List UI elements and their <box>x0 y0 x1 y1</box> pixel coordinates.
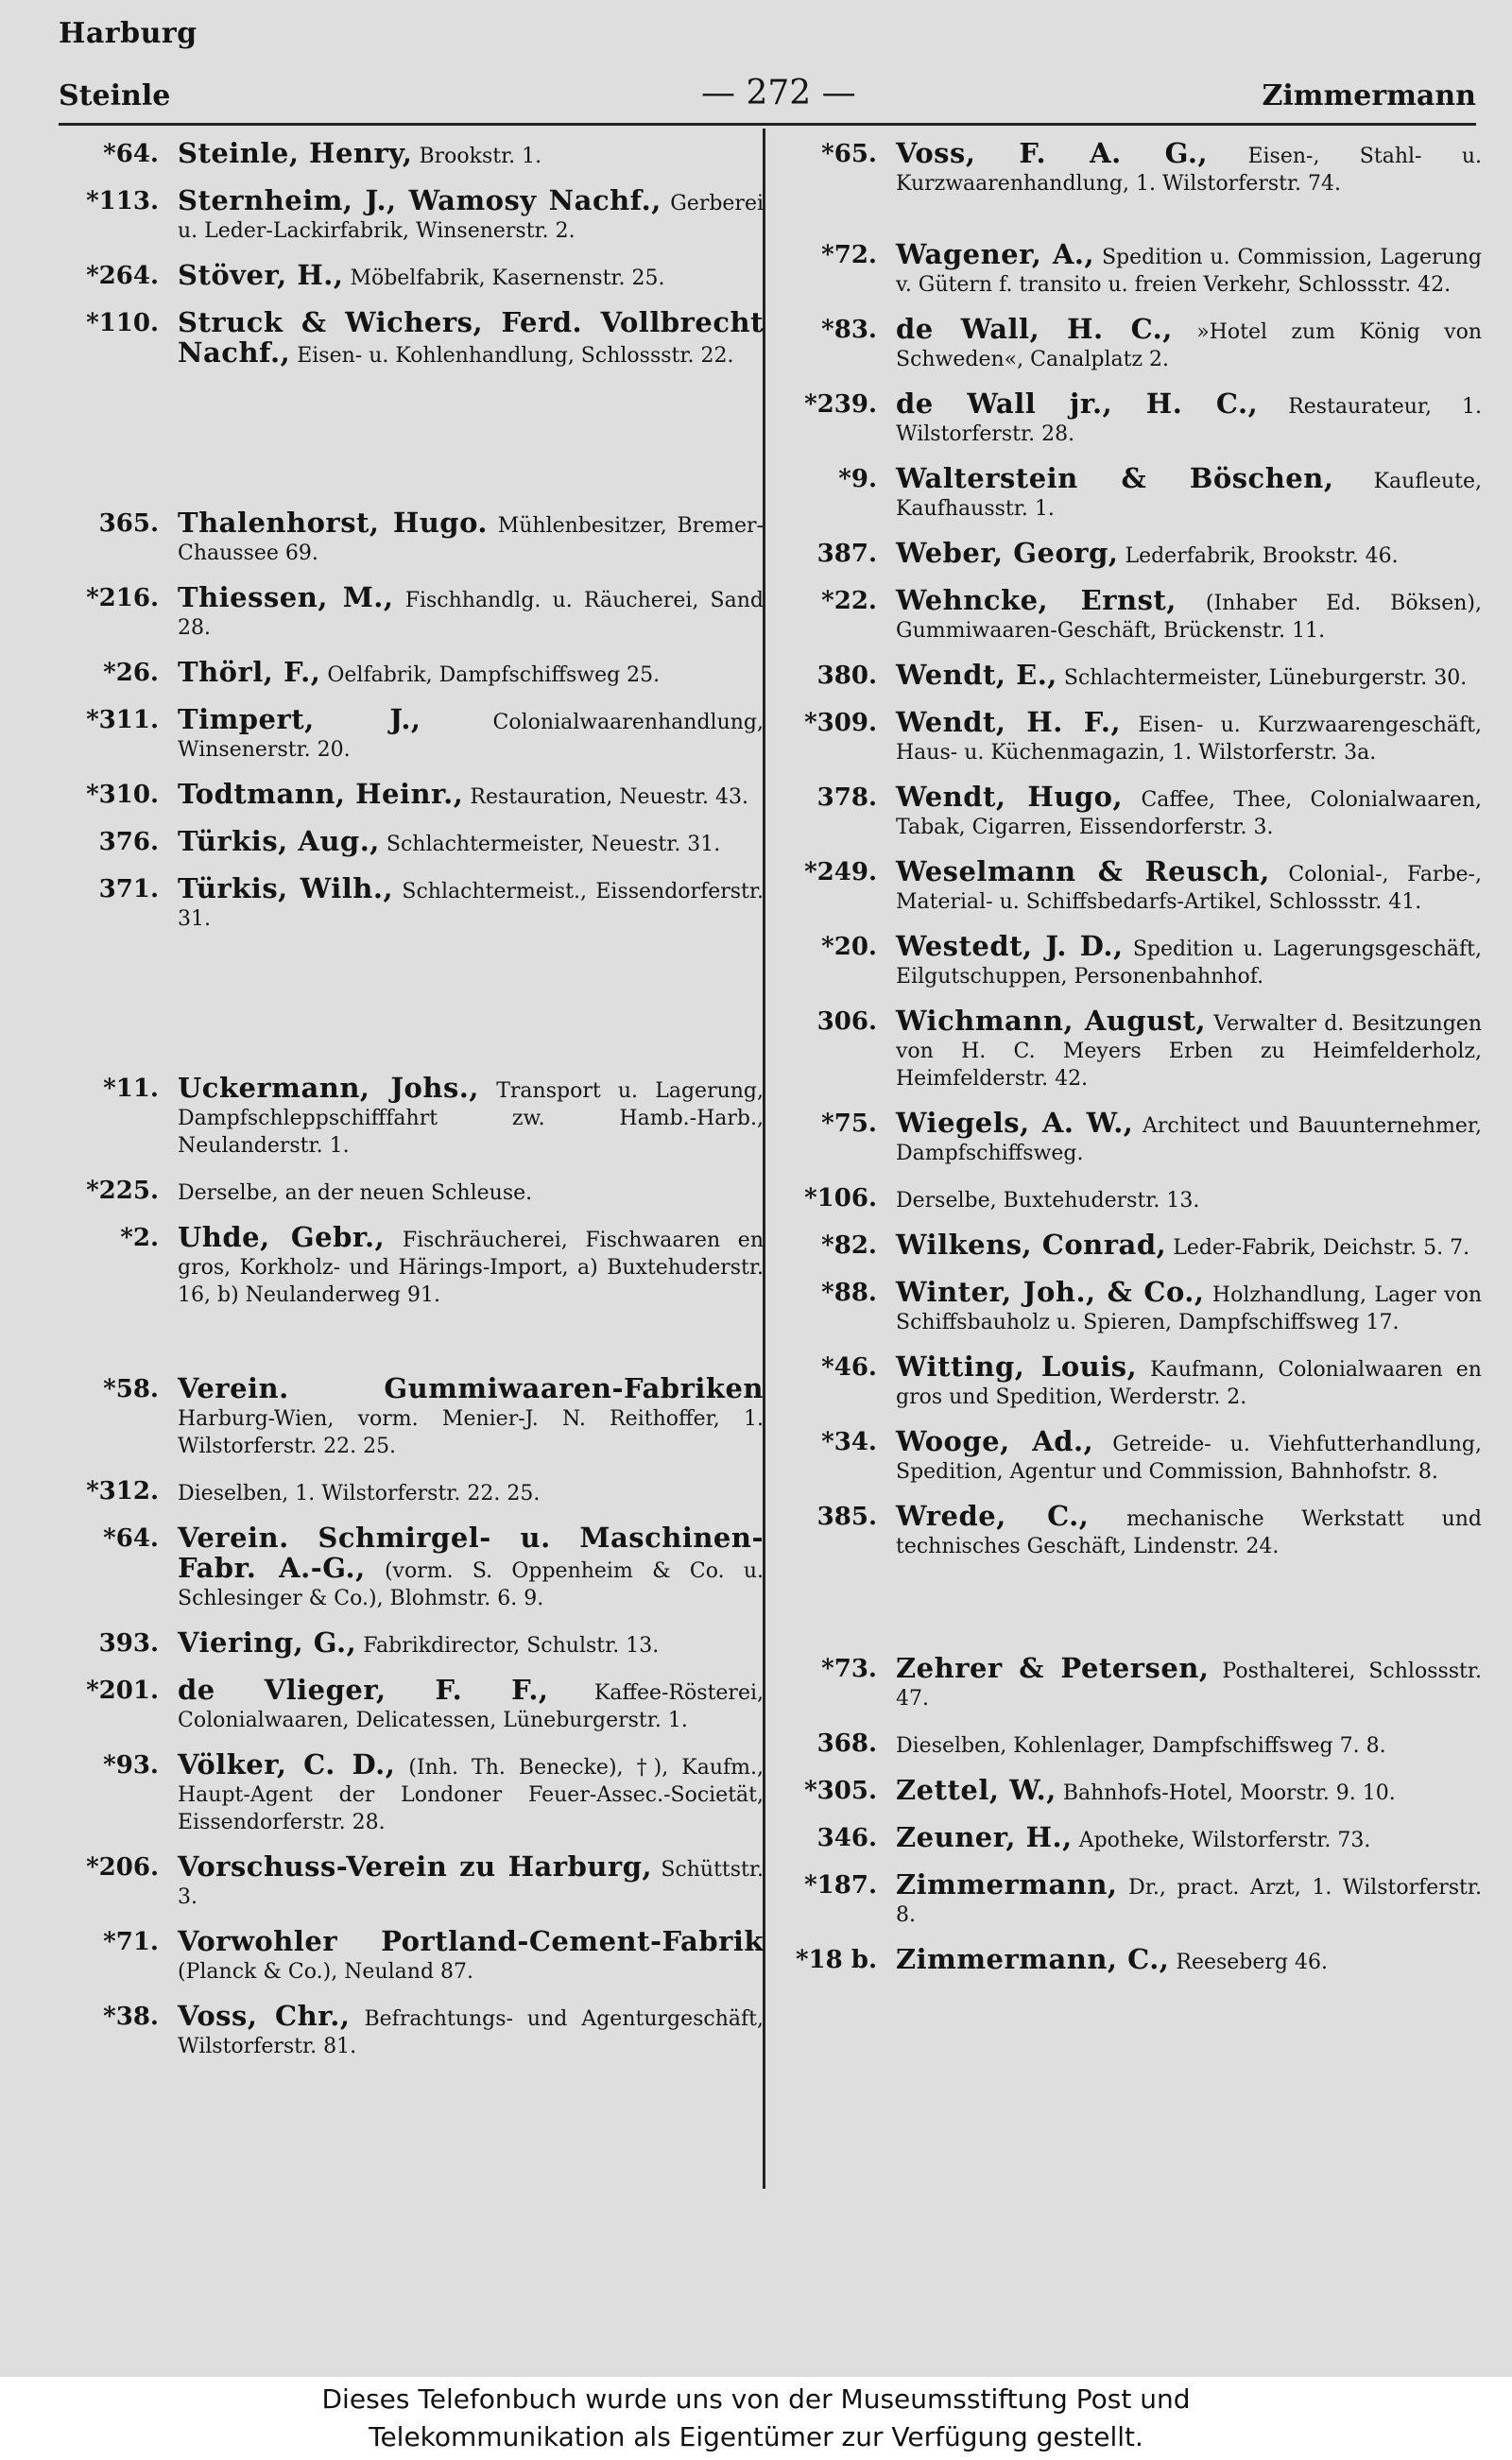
right-column <box>792 137 1483 1993</box>
entry-description: Spedition u. Commission, Lagerung v. Gütern f. transito u. freien Verkehr, Schlossstr. 42. <box>896 246 1482 297</box>
directory-entry <box>792 706 1483 766</box>
entry-name: Verein. Gummiwaaren-Fabriken <box>178 1372 764 1404</box>
phone-number: 346. <box>816 1824 877 1852</box>
phone-number: *83. <box>821 316 877 344</box>
directory-entry <box>792 1868 1482 1929</box>
directory-entry <box>792 137 1482 198</box>
entry-name: Wendt, Hugo, <box>896 781 1124 813</box>
entry-description: Lederfabrik, Brookstr. 46. <box>1125 544 1399 568</box>
entry-text <box>896 855 1482 916</box>
entry-text <box>896 1350 1482 1411</box>
phone-number: 306. <box>816 1007 877 1036</box>
entry-name: Uckermann, Johs., <box>178 1072 479 1104</box>
entry-description: Kaufleute, Kaufhausstr. 1. <box>896 470 1482 521</box>
entry-text <box>896 1868 1482 1929</box>
left-keyword: Steinle <box>59 79 171 112</box>
entry-description: Befrachtungs- und Agenturgeschäft, Wilstorferstr. 81. <box>178 2007 764 2058</box>
directory-entry <box>792 1943 1482 1976</box>
directory-entry <box>74 1177 764 1207</box>
entry-text <box>896 313 1483 373</box>
entry-name: Wichmann, August, <box>896 1005 1207 1037</box>
entry-description: Posthalterei, Schlossstr. 47. <box>896 1660 1482 1711</box>
phone-number: *309. <box>804 709 877 737</box>
entry-description: Getreide- u. Viehfutterhandlung, Spedition, Agentur und Commission, Bahnhofstr. 8. <box>896 1433 1483 1484</box>
phone-number: 368. <box>816 1729 877 1758</box>
entry-description: Reeseberg 46. <box>1176 1951 1328 1974</box>
entry-text <box>178 1177 764 1207</box>
entry-text <box>896 1425 1483 1486</box>
entry-description: Colonial-, Farbe-, Material- u. Schiffsbedarfs-Artikel, Schlossstr. 41. <box>896 863 1482 914</box>
directory-entry <box>74 1674 764 1734</box>
entry-name: Wendt, E., <box>896 659 1057 691</box>
directory-entry <box>74 778 764 811</box>
entry-description: Gerberei u. Leder-Lackirfabrik, Winsenerstr. 2. <box>178 192 765 243</box>
entry-text <box>896 783 1482 841</box>
entry-name: Verein. Schmirgel- u. Maschinen-Fabr. A.-G., <box>178 1522 764 1584</box>
entry-description: Architect und Bauunternehmer, Dampfschiffsweg. <box>896 1114 1482 1165</box>
entry-description: Transport u. Lagerung, Dampfschleppschifffahrt zw. Hamb.-Harb., Neulanderstr. 1. <box>178 1079 765 1158</box>
phone-number: *2. <box>120 1224 159 1252</box>
entry-name: Steinle, Henry, <box>178 137 413 169</box>
directory-entry <box>792 537 1482 570</box>
entry-text <box>896 584 1482 645</box>
entry-name: Witting, Louis, <box>896 1350 1138 1383</box>
directory-entry <box>792 783 1482 841</box>
entry-text <box>896 1652 1482 1712</box>
entry-description: Fabrikdirector, Schulstr. 13. <box>363 1634 660 1658</box>
entry-text <box>178 184 765 245</box>
entry-text <box>896 537 1482 570</box>
directory-entry <box>74 1850 764 1911</box>
entry-name: de Wall, H. C., <box>896 313 1173 345</box>
entry-description: (Inhaber Ed. Böksen), Gummiwaaren-Geschäft, Brückenstr. 11. <box>896 592 1482 643</box>
page-header <box>59 74 1476 121</box>
directory-entry <box>74 1477 764 1507</box>
entry-text <box>896 1276 1482 1336</box>
phone-number: 380. <box>816 662 877 690</box>
entry-name: Viering, G., <box>178 1626 357 1659</box>
entry-name: Völker, C. D., <box>178 1748 396 1780</box>
directory-entry <box>74 872 764 933</box>
entry-description: Apotheke, Wilstorferstr. 73. <box>1078 1829 1371 1852</box>
entry-text <box>178 1221 764 1309</box>
phone-number: *20. <box>821 933 877 961</box>
phone-number: *65. <box>821 140 877 168</box>
page-number: — 272 — <box>701 74 856 112</box>
entry-name: Zimmermann, <box>896 1868 1118 1901</box>
phone-number: *46. <box>821 1353 877 1382</box>
entry-name: de Wall jr., H. C., <box>896 387 1259 420</box>
phone-number: *18 b. <box>795 1946 877 1974</box>
entry-name: Winter, Joh., & Co., <box>896 1276 1205 1308</box>
entry-text <box>896 1500 1483 1560</box>
phone-number: *64. <box>103 1524 159 1553</box>
entry-description: Holzhandlung, Lager von Schiffsbauholz u. Spieren, Dampfschiffsweg 17. <box>896 1283 1482 1334</box>
entry-text <box>178 778 764 811</box>
phone-number: *11. <box>103 1075 159 1103</box>
entry-text <box>178 1072 765 1160</box>
phone-number: *9. <box>838 465 877 493</box>
entry-description: Schlachtermeister, Neuestr. 31. <box>386 833 721 856</box>
entry-text <box>178 306 764 370</box>
entry-description: Schüttstr. 3. <box>178 1858 764 1909</box>
directory-entry <box>792 1774 1482 1807</box>
entry-description: Verwalter d. Besitzungen von H. C. Meyers Erben zu Heimfelderholz, Heimfelderstr. 42. <box>896 1012 1482 1091</box>
entry-text <box>178 1748 764 1836</box>
entry-name: Thalenhorst, Hugo. <box>178 507 489 539</box>
entry-text <box>896 1007 1482 1092</box>
entry-name: Zettel, W., <box>896 1774 1057 1806</box>
phone-number: *305. <box>804 1777 877 1805</box>
entry-description: Caffee, Thee, Colonialwaaren, Tabak, Cigarren, Eissendorferstr. 3. <box>896 788 1483 839</box>
entry-description: Dieselben, 1. Wilstorferstr. 22. 25. <box>178 1482 541 1505</box>
entry-text <box>178 1925 764 1986</box>
entry-text <box>178 1477 764 1507</box>
entry-name: Wooge, Ad., <box>896 1425 1094 1457</box>
phone-number: *82. <box>821 1231 877 1260</box>
directory-entry <box>792 1231 1482 1262</box>
directory-entry <box>792 238 1482 299</box>
directory-entry <box>74 137 764 170</box>
entry-description: mechanische Werkstatt und technisches Geschäft, Lindenstr. 24. <box>896 1507 1483 1558</box>
phone-number: *249. <box>804 858 877 886</box>
footer-notice <box>0 2377 1512 2460</box>
entry-name: Zehrer & Petersen, <box>896 1652 1210 1684</box>
phone-number: *64. <box>103 140 159 168</box>
entry-description: Kaufmann, Colonialwaaren en gros und Spedition, Werderstr. 2. <box>896 1358 1482 1409</box>
phone-number: *239. <box>804 390 877 419</box>
entry-text <box>178 137 764 170</box>
entry-text <box>896 706 1483 766</box>
entry-text <box>896 1729 1482 1760</box>
entry-text <box>896 137 1482 198</box>
entry-description: (Planck & Co.), Neuland 87. <box>178 1960 474 1984</box>
footer-line-1: Dieses Telefonbuch wurde uns von der Museumsstiftung Post und <box>321 2383 1191 2415</box>
directory-entry <box>792 659 1482 692</box>
phone-number: 387. <box>816 540 877 568</box>
entry-name: Zimmermann, C., <box>896 1943 1170 1975</box>
entry-name: Vorwohler Portland-Cement-Fabrik <box>178 1925 764 1957</box>
directory-entry <box>792 584 1482 645</box>
entry-name: Wiegels, A. W., <box>896 1107 1134 1139</box>
entry-description: Schlachtermeist., Eissendorferstr. 31. <box>178 880 764 931</box>
phone-number: *73. <box>821 1655 877 1683</box>
right-keyword: Zimmermann <box>1262 79 1476 112</box>
entry-name: Weber, Georg, <box>896 537 1119 569</box>
entry-name: Wilkens, Conrad, <box>896 1229 1167 1261</box>
directory-entry <box>792 1184 1482 1214</box>
entry-description: Derselbe, Buxtehuderstr. 13. <box>896 1189 1200 1213</box>
directory-entry <box>792 1007 1482 1092</box>
phone-number: *34. <box>821 1428 877 1456</box>
phone-number: *310. <box>86 781 159 809</box>
phone-number: *264. <box>86 262 159 290</box>
phone-number: *71. <box>103 1928 159 1956</box>
entry-name: Stöver, H., <box>178 259 344 291</box>
entry-description: Derselbe, an der neuen Schleuse. <box>178 1181 533 1205</box>
directory-entry <box>792 1425 1483 1486</box>
directory-entry <box>792 1276 1482 1336</box>
phone-number: *75. <box>821 1110 877 1138</box>
phone-number: *38. <box>103 2003 159 2031</box>
entry-text <box>896 659 1482 692</box>
phone-number: *311. <box>86 706 159 734</box>
entry-text <box>896 1774 1482 1807</box>
entry-text <box>178 656 764 689</box>
phone-number: *216. <box>86 584 159 612</box>
entry-description: Harburg-Wien, vorm. Menier-J. N. Reithoffer, 1. Wilstorferstr. 22. 25. <box>178 1407 764 1458</box>
directory-entry <box>74 1524 764 1612</box>
entry-description: Leder-Fabrik, Deichstr. 5. 7. <box>1173 1236 1470 1260</box>
phone-number: *72. <box>821 241 877 269</box>
entry-text <box>178 1850 764 1911</box>
directory-entry <box>792 1500 1483 1560</box>
phone-number: *26. <box>103 659 159 687</box>
entry-description: Brookstr. 1. <box>419 145 542 168</box>
directory-entry <box>792 462 1482 523</box>
phone-number: 376. <box>98 828 159 856</box>
entry-description: Restaurateur, 1. Wilstorferstr. 28. <box>896 395 1482 446</box>
entry-description: Schlachtermeister, Lüneburgerstr. 30. <box>1063 666 1468 690</box>
phone-number: 365. <box>98 509 159 538</box>
phone-number: *312. <box>86 1477 159 1505</box>
entry-description: Kaffee-Rösterei, Colonialwaaren, Delicatessen, Lüneburgerstr. 1. <box>178 1681 764 1732</box>
entry-description: Fischräucherei, Fischwaaren en gros, Korkholz- und Härings-Import, a) Buxtehuderstr. 16, b) Neulanderweg 91. <box>178 1229 764 1307</box>
entry-name: Struck & Wichers, Ferd. Vollbrecht Nachf., <box>178 306 764 369</box>
entry-name: Sternheim, J., Wamosy Nachf., <box>178 184 662 216</box>
phone-number: *113. <box>86 187 159 215</box>
directory-entry <box>74 1072 765 1160</box>
phone-number: *206. <box>86 1853 159 1882</box>
directory-entry <box>792 313 1483 373</box>
entry-text <box>178 1674 764 1734</box>
phone-number: *58. <box>103 1375 159 1403</box>
entry-name: Türkis, Wilh., <box>178 872 394 904</box>
directory-entry <box>792 1107 1482 1167</box>
entry-name: Thörl, F., <box>178 656 321 688</box>
entry-text <box>896 387 1482 448</box>
entry-description: Colonialwaarenhandlung, Winsenerstr. 20. <box>178 711 764 762</box>
directory-entry <box>74 2000 764 2060</box>
entry-name: Voss, Chr., <box>178 2000 351 2032</box>
directory-entry <box>74 306 764 370</box>
entry-name: Türkis, Aug., <box>178 825 380 857</box>
entry-description: (vorm. S. Oppenheim & Co. u. Schlesinger & Co.), Blohmstr. 6. 9. <box>178 1559 765 1610</box>
entry-text <box>896 1184 1482 1214</box>
directory-entry <box>74 1221 764 1309</box>
phone-number: *88. <box>821 1279 877 1307</box>
phone-number: *22. <box>821 587 877 615</box>
entry-description: Dieselben, Kohlenlager, Dampfschiffsweg 7. 8. <box>896 1734 1386 1758</box>
phone-number: 378. <box>816 783 877 812</box>
entry-description: Eisen- u. Kurzwaarengeschäft, Haus- u. Küchenmagazin, 1. Wilstorferstr. 3a. <box>896 714 1483 765</box>
entry-text <box>178 259 764 292</box>
entry-text <box>896 238 1482 299</box>
entry-name: Thiessen, M., <box>178 581 394 613</box>
entry-description: Eisen- u. Kohlenhandlung, Schlossstr. 22. <box>297 344 734 368</box>
entry-description: (Inh. Th. Benecke), †), Kaufm., Haupt-Agent der Londoner Feuer-Assec.-Societät, Eissendorferstr. 28. <box>178 1756 764 1834</box>
entry-text <box>178 2000 764 2060</box>
entry-name: Vorschuss-Verein zu Harburg, <box>178 1850 653 1883</box>
entry-description: Dr., pract. Arzt, 1. Wilstorferstr. 8. <box>896 1876 1482 1927</box>
phone-number: 371. <box>98 875 159 903</box>
entry-name: Todtmann, Heinr., <box>178 778 464 810</box>
directory-entry <box>792 855 1482 916</box>
phone-number: 385. <box>816 1503 877 1531</box>
entry-name: Voss, F. A. G., <box>896 137 1209 169</box>
phone-number: *201. <box>86 1677 159 1705</box>
directory-entry <box>74 259 764 292</box>
directory-entry <box>792 1652 1482 1712</box>
entry-description: »Hotel zum König von Schweden«, Canalplatz 2. <box>896 320 1483 371</box>
phone-number: 393. <box>98 1629 159 1658</box>
entry-text <box>178 509 764 567</box>
directory-entry <box>74 509 764 567</box>
entry-name: de Vlieger, F. F., <box>178 1674 549 1706</box>
entry-name: Zeuner, H., <box>896 1821 1073 1853</box>
entry-name: Westedt, J. D., <box>896 930 1124 962</box>
entry-description: Möbelfabrik, Kasernenstr. 25. <box>350 267 665 290</box>
entry-text <box>896 1943 1482 1976</box>
directory-entry <box>74 703 764 764</box>
entry-name: Walterstein & Böschen, <box>896 462 1334 494</box>
entry-description: Oelfabrik, Dampfschiffsweg 25. <box>327 663 661 687</box>
left-column <box>74 137 765 2077</box>
entry-text <box>178 1372 764 1460</box>
entry-name: Wendt, H. F., <box>896 706 1122 738</box>
directory-entry <box>74 1626 764 1660</box>
phone-number: *187. <box>804 1871 877 1900</box>
entry-description: Mühlenbesitzer, Bremer-Chaussee 69. <box>178 514 764 565</box>
entry-text <box>896 1231 1482 1262</box>
directory-entry <box>74 1372 764 1460</box>
entry-text <box>178 581 764 642</box>
entry-text <box>896 462 1482 523</box>
entry-text <box>178 1626 764 1660</box>
directory-entry <box>74 825 764 858</box>
entry-text <box>896 1821 1482 1854</box>
phone-number: *106. <box>804 1184 877 1213</box>
entry-name: Weselmann & Reusch, <box>896 855 1270 887</box>
directory-entry <box>74 656 764 689</box>
entry-description: Restauration, Neuestr. 43. <box>470 785 748 809</box>
entry-description: Eisen-, Stahl- u. Kurzwaarenhandlung, 1. Wilstorferstr. 74. <box>896 145 1482 196</box>
directory-entry <box>74 184 765 245</box>
entry-name: Wagener, A., <box>896 238 1095 270</box>
phone-number: *110. <box>86 309 159 337</box>
entry-text <box>178 825 764 858</box>
directory-entry <box>792 1821 1482 1854</box>
footer-line-2: Telekommunikation als Eigentümer zur Verfügung gestellt. <box>369 2421 1143 2452</box>
page-place-heading: Harburg <box>59 17 198 50</box>
entry-name: Uhde, Gebr., <box>178 1221 386 1253</box>
header-rule <box>59 123 1476 126</box>
directory-entry <box>792 930 1483 990</box>
entry-text <box>178 1524 764 1612</box>
entry-text <box>178 872 764 933</box>
directory-entry <box>792 1350 1482 1411</box>
entry-text <box>896 1107 1482 1167</box>
directory-entry <box>74 1925 764 1986</box>
entry-description: Spedition u. Lagerungsgeschäft, Eilgutschuppen, Personenbahnhof. <box>896 938 1483 989</box>
entry-description: Fischhandlg. u. Räucherei, Sand 28. <box>178 589 764 640</box>
directory-entry <box>792 1729 1482 1760</box>
entry-text <box>178 703 764 764</box>
phone-number: *225. <box>86 1177 159 1205</box>
directory-entry <box>792 387 1482 448</box>
entry-text <box>896 930 1483 990</box>
entry-description: Bahnhofs-Hotel, Moorstr. 9. 10. <box>1062 1781 1396 1805</box>
phone-number: *93. <box>103 1751 159 1780</box>
entry-name: Timpert, J., <box>178 703 421 735</box>
directory-entry <box>74 1748 764 1836</box>
entry-name: Wrede, C., <box>896 1500 1090 1532</box>
entry-name: Wehncke, Ernst, <box>896 584 1177 616</box>
directory-entry <box>74 581 764 642</box>
